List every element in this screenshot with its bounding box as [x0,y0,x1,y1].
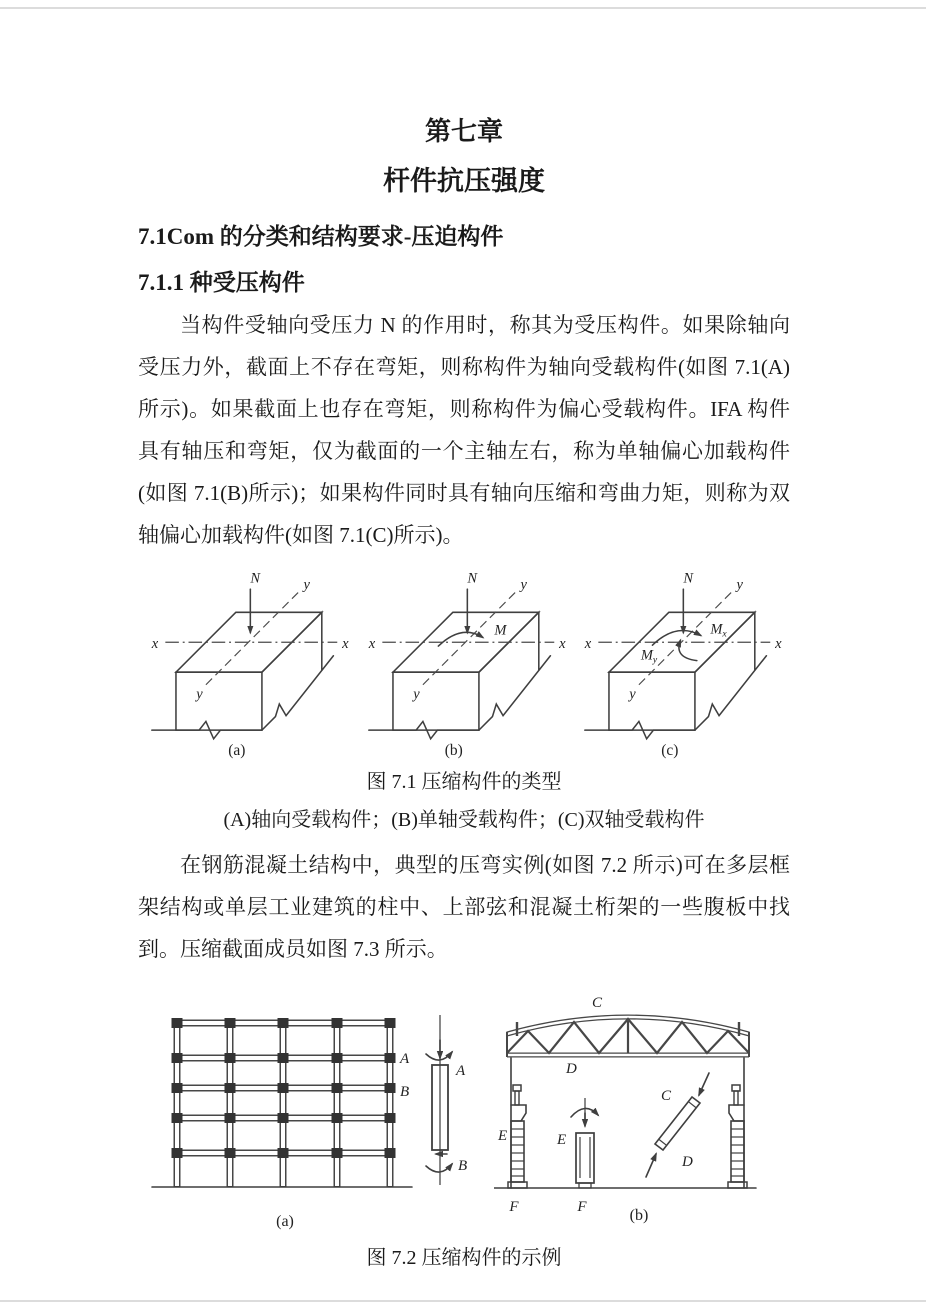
section-axes [165,592,337,685]
axis-x-label-left: x [368,636,375,653]
foundation-label-f-center: F [577,1199,587,1215]
figure-7-2 [150,980,790,1230]
chapter-title: 第七章 [424,117,503,146]
axis-y-label-top: y [303,577,310,594]
isolated-column-member [426,1015,452,1185]
paragraph-1: 当构件受轴向受压力 N 的作用时，称其为受压构件。如果除轴向受压力外，截面上不存在弯矩，则称构件为轴向受载构件(如图 7.1(A)所示)。如果截面上也存在弯矩，则称构件为偏心受载构件。IFA 构件具有轴压和弯矩，仅为截面的一个主轴左右，称为单轴偏心加载构件(如图 7.1(B)所示)；如果构件同时具有轴向压缩和弯曲力矩，则称为双轴偏心加载构件(如图 7.1(C)所示)。 [138,313,790,547]
member-label-b: B [400,1084,410,1100]
force-n-label: N [250,570,260,587]
figure-7-1-caption: 图 7.1 压缩构件的类型 [366,771,562,793]
right-column-ladder [731,1129,744,1176]
axis-x-label-left: x [585,636,592,653]
member-end-label-b: B [458,1158,468,1174]
force-n-label: N [467,570,477,587]
moment-x-arc [653,630,701,645]
figure-7-2-panel-b [494,980,759,1225]
truss-label-d: D [566,1061,577,1077]
moment-arc [438,632,482,646]
column-label-e-center: E [557,1132,567,1148]
axis-y-label-top: y [736,577,744,594]
chapter-subtitle: 杆件抗压强度 [383,166,545,196]
section-axes [599,592,771,685]
left-column [508,1058,527,1188]
subsection-heading: 7.1.1 种受压构件 [138,270,305,295]
diagonal-label-c: C [660,1088,672,1104]
diagonal-label-d: D [682,1154,693,1170]
left-column-ladder [511,1129,524,1176]
central-column [571,1098,598,1188]
member-label-a: A [400,1051,410,1067]
page-bottom-edge [0,1300,926,1302]
block-outline [368,612,550,739]
panel-a-label: (a) [228,742,246,760]
moment-mx-label: Mx [710,621,728,640]
axis-x-label-left: x [151,636,159,653]
figure-7-1-panel-b [361,564,574,762]
axis-y-label-top: y [520,577,527,594]
panel-c-label: (c) [661,742,679,760]
axis-x-label-right: x [775,636,782,653]
truss-label-c: C [591,995,603,1011]
right-column [728,1058,747,1188]
axis-x-label-right: x [558,636,566,653]
panel-a-label: (a) [276,1213,294,1230]
figure-7-1-subcaption: (A)轴向受载构件；(B)单轴受载构件；(C)双轴受载构件 [223,809,705,831]
panel-b-label: (b) [444,742,463,760]
block-outline [152,612,334,739]
figure-7-1 [144,564,790,762]
foundation-label-f-left: F [509,1199,519,1215]
axis-x-label-right: x [342,636,349,653]
section-axes [382,592,554,685]
truss [507,1017,749,1057]
figure-7-1-panel-c [577,564,790,762]
diagonal-member [646,1073,709,1177]
moment-m-label: M [494,622,507,639]
figure-7-2-caption: 图 7.2 压缩构件的示例 [366,1247,562,1269]
column-label-e-left: E [498,1128,508,1144]
moment-y-arc [679,640,697,660]
figure-7-2-panel-a [150,980,470,1230]
moment-my-label: My [641,647,658,666]
page-content [138,0,790,1272]
frame-member-cores [175,1021,392,1186]
paragraph-2: 在钢筋混凝土结构中，典型的压弯实例(如图 7.2 所示)可在多层框架结构或单层工业建筑的柱中、上部弦和混凝土桁架的一些腹板中找到。压缩截面成员如图 7.3 所示。 [138,853,790,961]
section-heading: 7.1Com 的分类和结构要求-压迫构件 [138,224,504,249]
member-end-label-a: A [456,1063,466,1079]
figure-7-1-panel-a [144,564,357,762]
axis-y-label-bottom: y [196,686,203,703]
axis-y-label-bottom: y [629,686,637,703]
axis-y-label-bottom: y [412,686,420,703]
panel-b-label: (b) [629,1207,649,1224]
force-n-label: N [683,570,694,587]
